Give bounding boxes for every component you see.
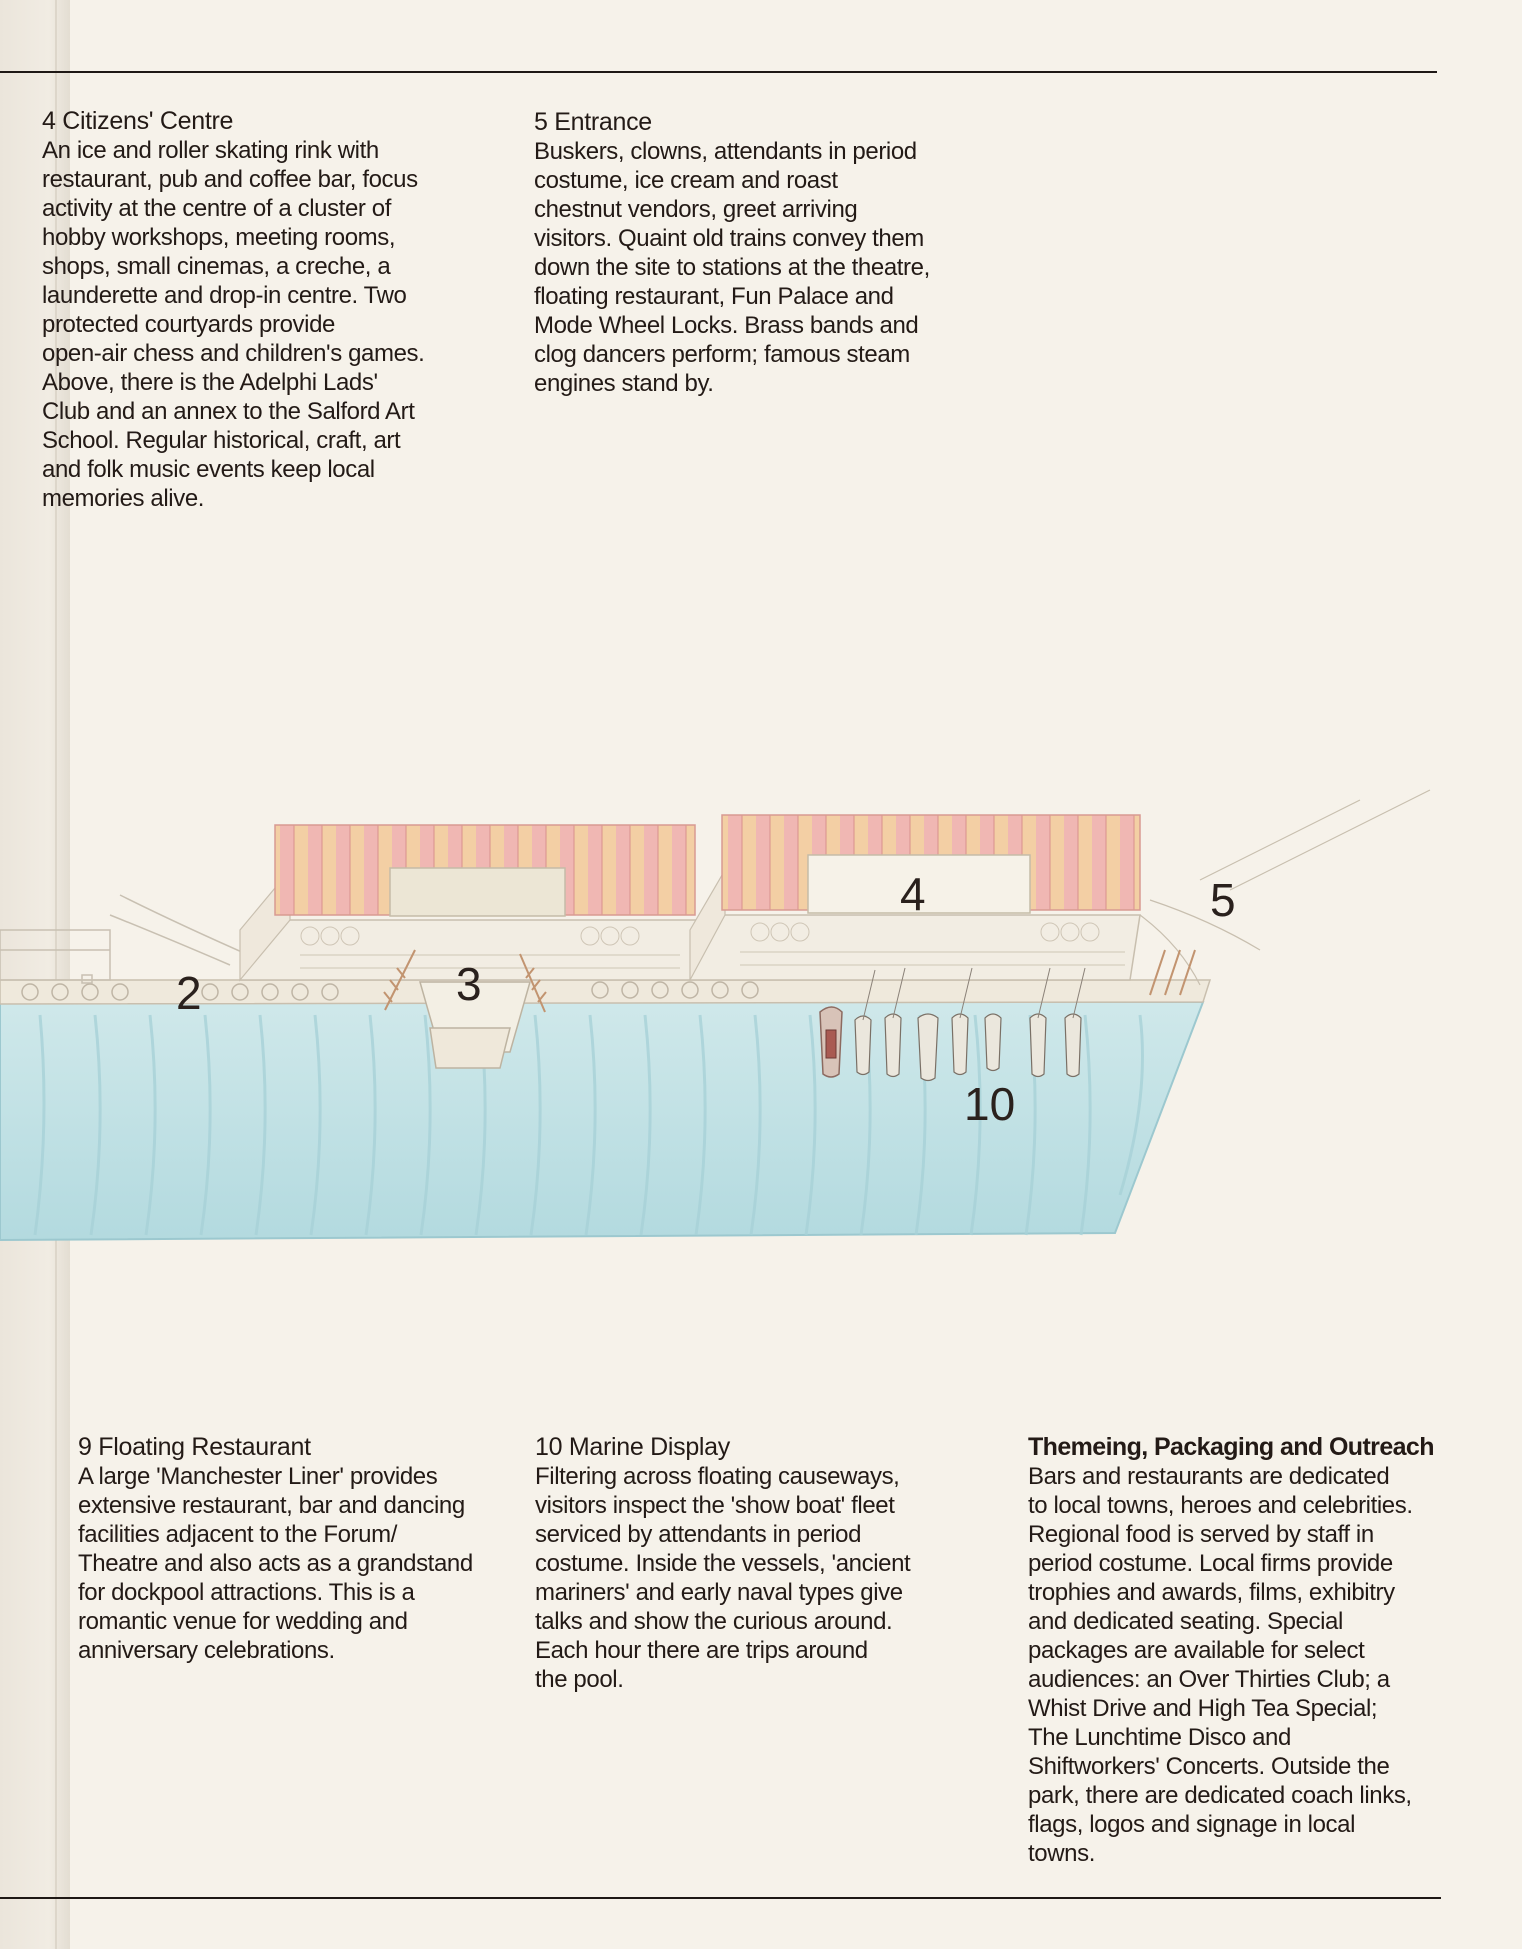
section-marine-display: [535, 1433, 955, 1694]
dock-pool-water: [0, 1002, 1203, 1240]
section-heading: 5 Entrance: [534, 108, 652, 136]
section-themeing: [1028, 1433, 1448, 1868]
top-rule: [0, 71, 1437, 73]
section-body: Bars and restaurants are dedicated to local towns, heroes and celebrities. Regional food is served by staff in period costume. Local firms provide trophies and awards, films, exhibitry and dedicated seating. Special packages are available for select audiences: an Over Thirties Club; a Whist Drive and High Tea Special; The Lunchtime Disco and Shiftworkers' Concerts. Outside the park, there are dedicated coach links, flags, logos and signage in local towns.: [1028, 1463, 1413, 1867]
section-heading: 10 Marine Display: [535, 1433, 730, 1461]
section-body: A large 'Manchester Liner' provides extensive restaurant, bar and dancing facilities adjacent to the Forum/ Theatre and also acts as a grandstand for dockpool attractions. This is a romantic venue for wedding and anniversary celebrations.: [78, 1463, 473, 1664]
section-body: Buskers, clowns, attendants in period costume, ice cream and roast chestnut vendors, greet arriving visitors. Quaint old trains convey them down the site to stations at the theatre, floating restaurant, Fun Palace and Mode Wheel Locks. Brass bands and clog dancers perform; famous steam engines stand by.: [534, 138, 930, 397]
section-citizens-centre: [42, 107, 462, 513]
section-heading: 4 Citizens' Centre: [42, 107, 234, 135]
label-5: 5: [1210, 874, 1236, 926]
label-4: 4: [900, 868, 926, 920]
theatre-building: [240, 825, 700, 980]
site-plan-illustration: [0, 740, 1522, 1260]
entrance-area: [1140, 790, 1430, 985]
left-buildings-outline: [0, 895, 260, 983]
bottom-rule: [0, 1897, 1441, 1899]
section-body: Filtering across floating causeways, visitors inspect the 'show boat' fleet serviced by attendants in period costume. Inside the vessels, 'ancient mariners' and early naval types give talks and show the curious around. Each hour there are trips around the pool.: [535, 1463, 911, 1693]
section-body: An ice and roller skating rink with restaurant, pub and coffee bar, focus activity at the centre of a cluster of hobby workshops, meeting rooms, shops, small cinemas, a creche, a launderette and drop-in centre. Two protected courtyards provide open-air chess and children's games. Above, there is the Adelphi Lads' Club and an annex to the Salford Art School. Regular historical, craft, art and folk music events keep local memories alive.: [42, 137, 425, 512]
label-3: 3: [456, 958, 482, 1010]
section-floating-restaurant: [78, 1433, 498, 1665]
label-10: 10: [964, 1078, 1016, 1130]
section-entrance: [534, 108, 954, 398]
label-2: 2: [176, 967, 202, 1019]
section-heading: 9 Floating Restaurant: [78, 1433, 311, 1461]
section-heading: Themeing, Packaging and Outreach: [1028, 1433, 1434, 1461]
